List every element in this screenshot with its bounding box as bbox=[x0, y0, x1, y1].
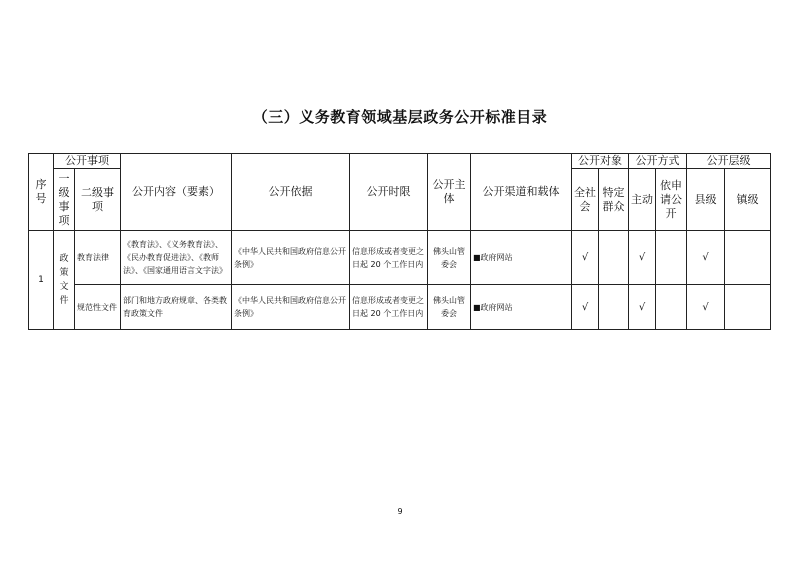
header-target-all: 全社会 bbox=[572, 169, 599, 231]
row-target-specific bbox=[599, 231, 629, 285]
row-subject: 佛头山管委会 bbox=[428, 285, 471, 330]
table-row bbox=[29, 231, 771, 285]
header-target-specific: 特定群众 bbox=[599, 169, 629, 231]
header-level-town: 镇级 bbox=[725, 169, 771, 231]
row-cat2: 教育法律 bbox=[75, 231, 121, 285]
row-seq: 1 bbox=[29, 231, 54, 330]
header-target-group: 公开对象 bbox=[572, 154, 629, 169]
header-content: 公开内容（要素） bbox=[121, 154, 232, 231]
row-basis: 《中华人民共和国政府信息公开条例》 bbox=[232, 231, 350, 285]
row-subject: 佛头山管委会 bbox=[428, 231, 471, 285]
header-level-county: 县级 bbox=[687, 169, 725, 231]
row-time-limit: 信息形成或者变更之日起 20 个工作日内 bbox=[350, 231, 428, 285]
row-time-limit: 信息形成或者变更之日起 20 个工作日内 bbox=[350, 285, 428, 330]
row-level-town bbox=[725, 285, 771, 330]
row-target-all: √ bbox=[572, 285, 599, 330]
row-level-county: √ bbox=[687, 231, 725, 285]
row-target-specific bbox=[599, 285, 629, 330]
row-method-active: √ bbox=[629, 285, 656, 330]
document-title: （三）义务教育领域基层政务公开标准目录 bbox=[252, 108, 548, 126]
table-row bbox=[29, 285, 771, 330]
row-method-active: √ bbox=[629, 231, 656, 285]
header-level-group: 公开层级 bbox=[687, 154, 771, 169]
row-method-request bbox=[656, 231, 687, 285]
row-method-request bbox=[656, 285, 687, 330]
header-method-active: 主动 bbox=[629, 169, 656, 231]
header-method-request: 依申请公开 bbox=[656, 169, 687, 231]
header-subject: 公开主体 bbox=[428, 154, 471, 231]
row-content: 部门和地方政府规章、各类教育政策文件 bbox=[121, 285, 232, 330]
header-basis: 公开依据 bbox=[232, 154, 350, 231]
row-channel: ■政府网站 bbox=[471, 285, 572, 330]
row-basis: 《中华人民共和国政府信息公开条例》 bbox=[232, 285, 350, 330]
row-cat2: 规范性文件 bbox=[75, 285, 121, 330]
row-level-county: √ bbox=[687, 285, 725, 330]
disclosure-catalog-table bbox=[28, 153, 771, 330]
row-target-all: √ bbox=[572, 231, 599, 285]
row-cat1: 政策文件 bbox=[54, 231, 75, 330]
header-cat2: 二级事项 bbox=[75, 169, 121, 231]
header-seq: 序号 bbox=[29, 154, 54, 231]
header-channel: 公开渠道和载体 bbox=[471, 154, 572, 231]
row-channel: ■政府网站 bbox=[471, 231, 572, 285]
header-item-group: 公开事项 bbox=[54, 154, 121, 169]
header-row-1 bbox=[29, 154, 771, 169]
page-number: 9 bbox=[397, 507, 403, 516]
header-time-limit: 公开时限 bbox=[350, 154, 428, 231]
header-method-group: 公开方式 bbox=[629, 154, 687, 169]
row-level-town bbox=[725, 231, 771, 285]
header-cat1: 一级事项 bbox=[54, 169, 75, 231]
row-content: 《教育法》、《义务教育法》、《民办教育促进法》、《教师法》、《国家通用语言文字法》 bbox=[121, 231, 232, 285]
